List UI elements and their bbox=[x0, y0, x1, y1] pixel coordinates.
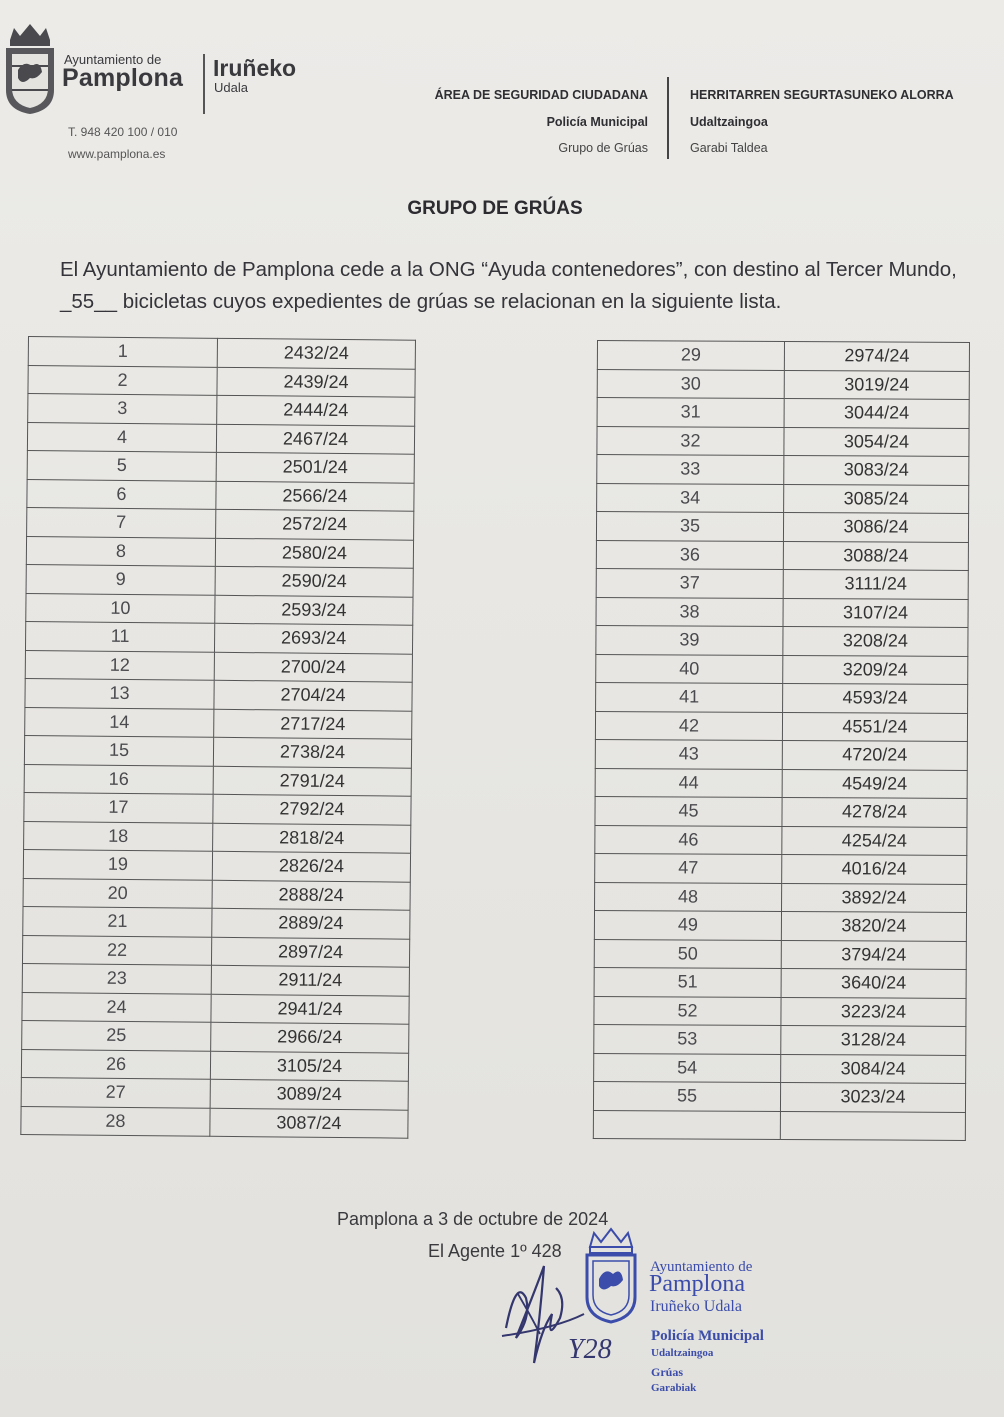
file-number: 2704/24 bbox=[214, 680, 412, 710]
table-row bbox=[26, 593, 413, 625]
table-row bbox=[22, 963, 409, 995]
table-row bbox=[595, 882, 967, 912]
row-number: 25 bbox=[22, 1020, 211, 1050]
row-number: 43 bbox=[595, 739, 782, 768]
file-number: 2439/24 bbox=[217, 367, 415, 397]
file-number: 2826/24 bbox=[212, 851, 410, 881]
table-row bbox=[23, 906, 410, 938]
row-number: 35 bbox=[596, 512, 783, 541]
dept-group-es: Grupo de Grúas bbox=[558, 141, 648, 155]
stamp-line-5: Udaltzaingoa bbox=[651, 1347, 714, 1359]
table-row bbox=[594, 996, 966, 1026]
table-row bbox=[597, 398, 969, 428]
row-number: 11 bbox=[25, 621, 214, 651]
file-number: 2593/24 bbox=[215, 595, 413, 625]
stamp-crest-icon bbox=[582, 1225, 640, 1325]
file-number: 3640/24 bbox=[781, 968, 966, 997]
file-number: 2888/24 bbox=[212, 880, 410, 910]
stamp-line-2: Pamplona bbox=[649, 1271, 745, 1297]
file-number: 4593/24 bbox=[783, 683, 968, 712]
table-row bbox=[595, 796, 967, 826]
row-number: 16 bbox=[24, 764, 213, 794]
row-number: 34 bbox=[597, 483, 784, 512]
table-row bbox=[25, 650, 412, 682]
file-number: 4549/24 bbox=[782, 769, 967, 798]
file-number: 3892/24 bbox=[782, 883, 967, 912]
brand-spanish-name: Pamplona bbox=[62, 64, 184, 92]
table-row bbox=[21, 1106, 408, 1138]
file-number: 3128/24 bbox=[781, 1025, 966, 1054]
row-number: 31 bbox=[597, 398, 784, 427]
table-row bbox=[22, 935, 409, 967]
table-row bbox=[596, 654, 968, 684]
dept-area-eu: HERRITARREN SEGURTASUNEKO ALORRA bbox=[690, 88, 954, 102]
row-number: 47 bbox=[595, 853, 782, 882]
row-number: 40 bbox=[596, 654, 783, 683]
stamp-line-4: Policía Municipal bbox=[651, 1328, 764, 1344]
row-number: 33 bbox=[597, 455, 784, 484]
table-row bbox=[597, 341, 969, 371]
file-number: 3083/24 bbox=[784, 455, 969, 484]
file-number: 4254/24 bbox=[782, 826, 967, 855]
table-row bbox=[597, 483, 969, 513]
table-row bbox=[23, 849, 410, 881]
table-row bbox=[25, 621, 412, 653]
bike-list-table-left bbox=[20, 336, 416, 1139]
table-row bbox=[28, 365, 415, 397]
table-row bbox=[26, 536, 413, 568]
file-number: 2717/24 bbox=[214, 709, 412, 739]
file-number: 2792/24 bbox=[213, 794, 411, 824]
file-number: 2818/24 bbox=[213, 823, 411, 853]
file-number: 2444/24 bbox=[217, 395, 415, 425]
table-row bbox=[597, 455, 969, 485]
stamp-line-7: Garabiak bbox=[651, 1382, 697, 1394]
row-number: 45 bbox=[595, 796, 782, 825]
svg-text:Y28: Y28 bbox=[568, 1334, 612, 1365]
table-row bbox=[593, 1110, 965, 1140]
brand-spanish-top: Ayuntamiento de bbox=[64, 52, 162, 67]
row-number: 10 bbox=[26, 593, 215, 623]
website: www.pamplona.es bbox=[68, 147, 166, 161]
file-number: 4551/24 bbox=[782, 712, 967, 741]
official-stamp bbox=[580, 1225, 810, 1405]
row-number: 38 bbox=[596, 597, 783, 626]
table-row bbox=[25, 678, 412, 710]
row-number: 19 bbox=[23, 849, 212, 879]
table-row bbox=[594, 939, 966, 969]
file-number: 3111/24 bbox=[783, 569, 968, 598]
file-number: 2590/24 bbox=[215, 566, 413, 596]
table-row bbox=[594, 967, 966, 997]
row-number: 4 bbox=[27, 422, 216, 452]
brand-basque-sub: Udala bbox=[214, 80, 248, 95]
file-number: 3223/24 bbox=[781, 997, 966, 1026]
file-number: 4278/24 bbox=[782, 797, 967, 826]
file-number: 3087/24 bbox=[210, 1108, 408, 1138]
table-row bbox=[596, 597, 968, 627]
file-number: 3084/24 bbox=[781, 1054, 966, 1083]
table-row bbox=[24, 764, 411, 796]
row-number: 3 bbox=[28, 394, 217, 424]
table-row bbox=[596, 540, 968, 570]
file-number: 3044/24 bbox=[784, 398, 969, 427]
file-number: 2467/24 bbox=[216, 424, 414, 454]
row-number: 15 bbox=[24, 735, 213, 765]
table-row bbox=[595, 853, 967, 883]
brand-basque-name: Iruñeko bbox=[213, 55, 297, 81]
row-number: 17 bbox=[24, 792, 213, 822]
row-number: 55 bbox=[593, 1081, 780, 1110]
bike-list-table-right bbox=[593, 340, 970, 1141]
file-number: 2791/24 bbox=[213, 766, 411, 796]
file-number: 2889/24 bbox=[212, 908, 410, 938]
row-number: 5 bbox=[27, 450, 216, 480]
file-number: 2693/24 bbox=[214, 623, 412, 653]
table-row bbox=[596, 568, 968, 598]
file-number: 2501/24 bbox=[216, 452, 414, 482]
row-number: 53 bbox=[594, 1024, 781, 1053]
row-number: 6 bbox=[27, 479, 216, 509]
brand-divider bbox=[203, 54, 205, 114]
document-title: GRUPO DE GRÚAS bbox=[407, 198, 583, 219]
file-number: 2580/24 bbox=[215, 538, 413, 568]
row-number: 54 bbox=[594, 1053, 781, 1082]
file-number: 2897/24 bbox=[211, 937, 409, 967]
row-number: 18 bbox=[24, 821, 213, 851]
row-number: 1 bbox=[28, 337, 217, 367]
agent-line: El Agente 1º 428 bbox=[428, 1241, 562, 1261]
file-number: 2700/24 bbox=[214, 652, 412, 682]
row-number: 8 bbox=[26, 536, 215, 566]
row-number: 27 bbox=[21, 1077, 210, 1107]
stamp-line-6: Grúas bbox=[651, 1365, 684, 1379]
row-number: 48 bbox=[595, 882, 782, 911]
file-number: 2966/24 bbox=[211, 1022, 409, 1052]
file-number: 3794/24 bbox=[781, 940, 966, 969]
file-number: 2738/24 bbox=[213, 737, 411, 767]
row-number: 14 bbox=[25, 707, 214, 737]
dept-area-es: ÁREA DE SEGURIDAD CIUDADANA bbox=[434, 88, 648, 102]
table-row bbox=[28, 394, 415, 426]
row-number: 7 bbox=[27, 507, 216, 537]
table-row bbox=[25, 707, 412, 739]
table-row bbox=[593, 1081, 965, 1111]
table-row bbox=[27, 479, 414, 511]
file-number: 3054/24 bbox=[784, 427, 969, 456]
table-row bbox=[22, 992, 409, 1024]
file-number: 2911/24 bbox=[211, 965, 409, 995]
table-row bbox=[597, 426, 969, 456]
row-number: 42 bbox=[595, 711, 782, 740]
table-row bbox=[21, 1077, 408, 1109]
table-row bbox=[594, 910, 966, 940]
table-row bbox=[595, 825, 967, 855]
file-number: 2941/24 bbox=[211, 994, 409, 1024]
table-row bbox=[597, 369, 969, 399]
table-row bbox=[22, 1020, 409, 1052]
row-number: 28 bbox=[21, 1106, 210, 1136]
row-number: 49 bbox=[594, 910, 781, 939]
table-row bbox=[595, 711, 967, 741]
row-number: 46 bbox=[595, 825, 782, 854]
row-number: 21 bbox=[23, 906, 212, 936]
file-number: 4016/24 bbox=[782, 854, 967, 883]
file-number: 3085/24 bbox=[784, 484, 969, 513]
table-row bbox=[21, 1049, 408, 1081]
row-number: 32 bbox=[597, 426, 784, 455]
table-row bbox=[594, 1053, 966, 1083]
table-row bbox=[595, 768, 967, 798]
place-and-date: Pamplona a 3 de octubre de 2024 bbox=[337, 1209, 609, 1229]
phone-number: T. 948 420 100 / 010 bbox=[68, 125, 178, 139]
file-number: 2572/24 bbox=[216, 509, 414, 539]
table-row bbox=[596, 625, 968, 655]
intro-paragraph: El Ayuntamiento de Pamplona cede a la ONG “Ayuda contenedores”, con destino al Tercer Mundo, _55__ bicicletas cuyos expedientes de grúas se relacionan en la siguiente lista. bbox=[60, 258, 957, 313]
file-number: 3820/24 bbox=[781, 911, 966, 940]
row-number: 41 bbox=[596, 682, 783, 711]
file-number: 3089/24 bbox=[210, 1079, 408, 1109]
table-row bbox=[27, 507, 414, 539]
table-row bbox=[27, 450, 414, 482]
stamp-line-3: Iruñeko Udala bbox=[650, 1298, 742, 1315]
row-number: 39 bbox=[596, 625, 783, 654]
row-number: 26 bbox=[21, 1049, 210, 1079]
table-row bbox=[595, 739, 967, 769]
file-number: 4720/24 bbox=[782, 740, 967, 769]
row-number: 13 bbox=[25, 678, 214, 708]
table-row bbox=[26, 564, 413, 596]
row-number: 51 bbox=[594, 967, 781, 996]
row-number: 22 bbox=[22, 935, 211, 965]
file-number bbox=[780, 1111, 965, 1140]
dept-unit-es: Policía Municipal bbox=[546, 115, 648, 129]
department-basque bbox=[690, 88, 990, 155]
table-row bbox=[27, 422, 414, 454]
row-number: 12 bbox=[25, 650, 214, 680]
table-row bbox=[24, 735, 411, 767]
pamplona-crest-icon bbox=[2, 20, 58, 116]
table-row bbox=[28, 337, 415, 369]
file-number: 3088/24 bbox=[783, 541, 968, 570]
file-number: 2566/24 bbox=[216, 481, 414, 511]
row-number: 2 bbox=[28, 365, 217, 395]
dept-unit-eu: Udaltzaingoa bbox=[690, 115, 768, 129]
file-number: 3086/24 bbox=[783, 512, 968, 541]
row-number: 30 bbox=[597, 369, 784, 398]
file-number: 3107/24 bbox=[783, 598, 968, 627]
file-number: 3208/24 bbox=[783, 626, 968, 655]
file-number: 3019/24 bbox=[784, 370, 969, 399]
stamp-line-1: Ayuntamiento de bbox=[650, 1259, 753, 1275]
table-row bbox=[23, 878, 410, 910]
department-spanish bbox=[400, 88, 648, 155]
dept-group-eu: Garabi Taldea bbox=[690, 141, 768, 155]
row-number: 29 bbox=[597, 341, 784, 370]
row-number: 24 bbox=[22, 992, 211, 1022]
file-number: 2432/24 bbox=[217, 338, 415, 368]
row-number: 36 bbox=[596, 540, 783, 569]
row-number bbox=[593, 1110, 780, 1139]
row-number: 44 bbox=[595, 768, 782, 797]
file-number: 2974/24 bbox=[784, 341, 969, 370]
table-row bbox=[24, 792, 411, 824]
table-row bbox=[24, 821, 411, 853]
row-number: 52 bbox=[594, 996, 781, 1025]
row-number: 50 bbox=[594, 939, 781, 968]
file-number: 3209/24 bbox=[783, 655, 968, 684]
file-number: 3023/24 bbox=[780, 1082, 965, 1111]
table-row bbox=[594, 1024, 966, 1054]
table-row bbox=[596, 512, 968, 542]
row-number: 9 bbox=[26, 564, 215, 594]
table-row bbox=[596, 682, 968, 712]
file-number: 3105/24 bbox=[210, 1051, 408, 1081]
department-divider bbox=[667, 77, 669, 159]
row-number: 37 bbox=[596, 568, 783, 597]
row-number: 23 bbox=[22, 963, 211, 993]
row-number: 20 bbox=[23, 878, 212, 908]
